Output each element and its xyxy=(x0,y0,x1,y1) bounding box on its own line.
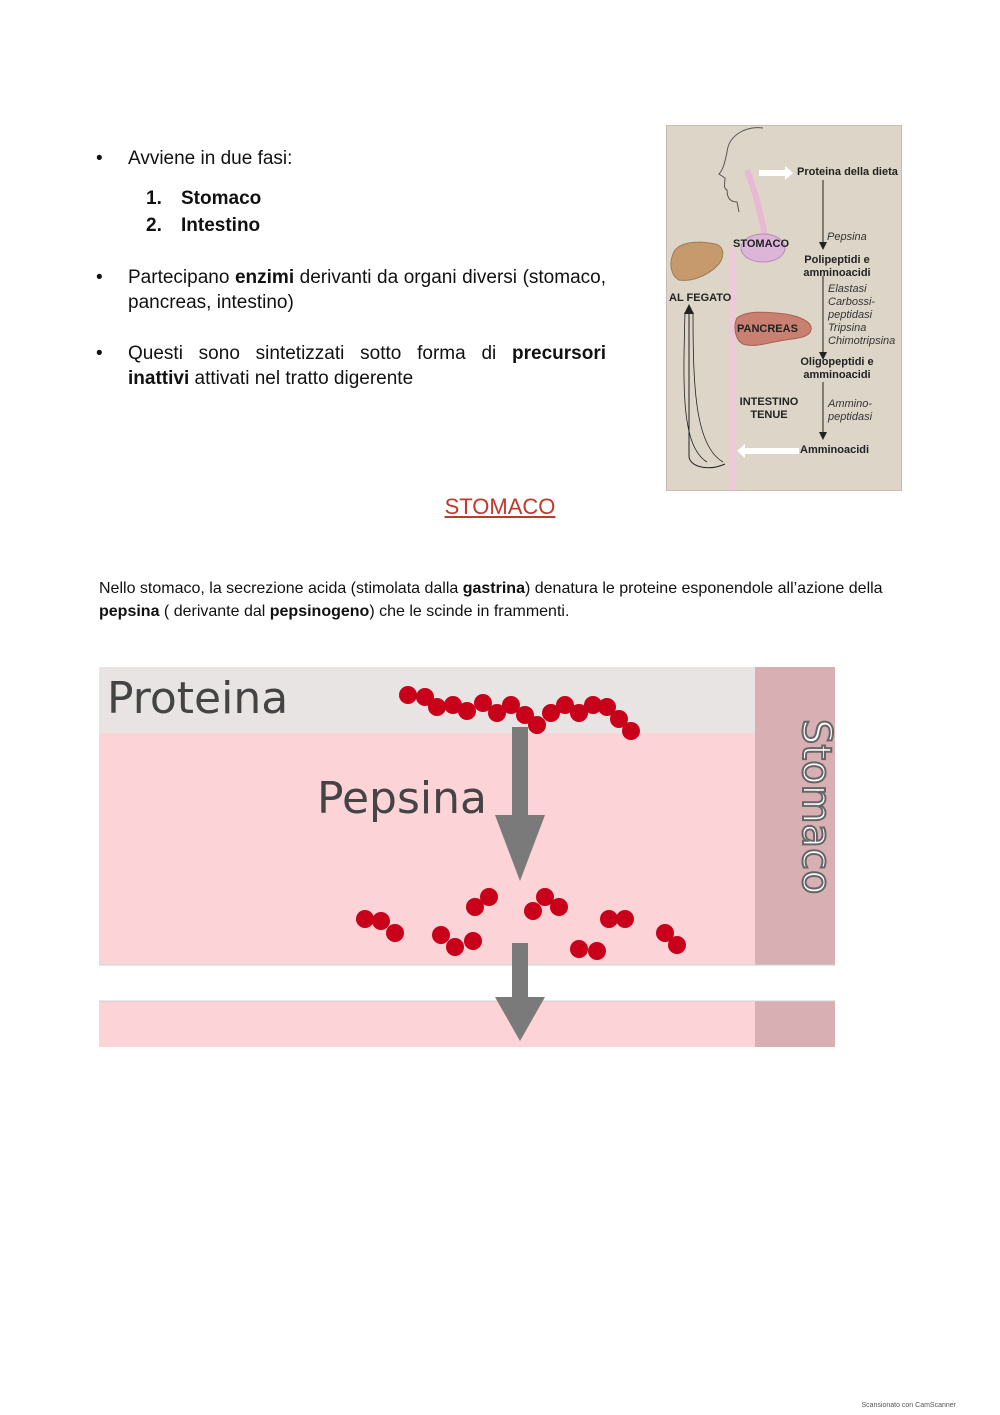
label-stomach: STOMACO xyxy=(733,238,790,250)
bullet-text: Avviene in due fasi: xyxy=(128,148,293,169)
label-amino-acids: Amminoacidi xyxy=(800,444,870,456)
bullet-dot: • xyxy=(96,343,103,364)
pepsin-illustration xyxy=(99,667,839,1047)
scanner-footer: Scansionato con CamScanner xyxy=(861,1402,956,1409)
stomach-side-label: Stomaco xyxy=(793,719,839,895)
label-dietary-protein: Proteina della dieta xyxy=(797,166,898,178)
label-pepsin: Pepsina xyxy=(827,231,867,243)
bullet-list xyxy=(96,146,606,391)
phases-list xyxy=(146,185,606,239)
bullet-dot: • xyxy=(96,148,103,169)
label-to-liver: AL FEGATO xyxy=(669,292,732,304)
protein-label: Proteina xyxy=(107,673,289,724)
bullet-precursors: • Questi sono sintetizzati sotto forma di precursori inattivi attivati nel tratto digerente xyxy=(96,343,606,389)
bullet-dot: • xyxy=(96,267,103,288)
stomach-paragraph: Nello stomaco, la secrezione acida (stimolata dalla gastrina) denatura le proteine esponendole all’azione della pepsina ( derivante dal pepsinogeno) che le scinde in frammenti. xyxy=(99,580,883,620)
bullet-phases xyxy=(96,146,606,171)
label-small-intestine: INTESTINO TENUE xyxy=(739,396,799,421)
label-oligopeptides: Oligopeptidi e amminoacidi xyxy=(800,356,874,381)
phase-item: 1. Stomaco xyxy=(146,188,262,209)
phase-item: 2. Intestino xyxy=(146,215,261,236)
pepsin-label: Pepsina xyxy=(317,773,487,824)
protein-digestion-diagram xyxy=(666,125,902,491)
section-title: STOMACO xyxy=(444,494,556,519)
label-pancreatic-enzymes: Elastasi Carbossi- peptidasi Tripsina Chimotripsina xyxy=(828,283,896,347)
label-aminopeptidases: Ammino- peptidasi xyxy=(828,398,873,423)
bullet-enzymes: • Partecipano enzimi derivanti da organi diversi (stomaco, pancreas, intestino) xyxy=(96,267,606,313)
label-pancreas: PANCREAS xyxy=(737,323,798,335)
label-polypeptides: Polipeptidi e amminoacidi xyxy=(803,254,871,279)
illustration-drawing xyxy=(99,667,836,1047)
